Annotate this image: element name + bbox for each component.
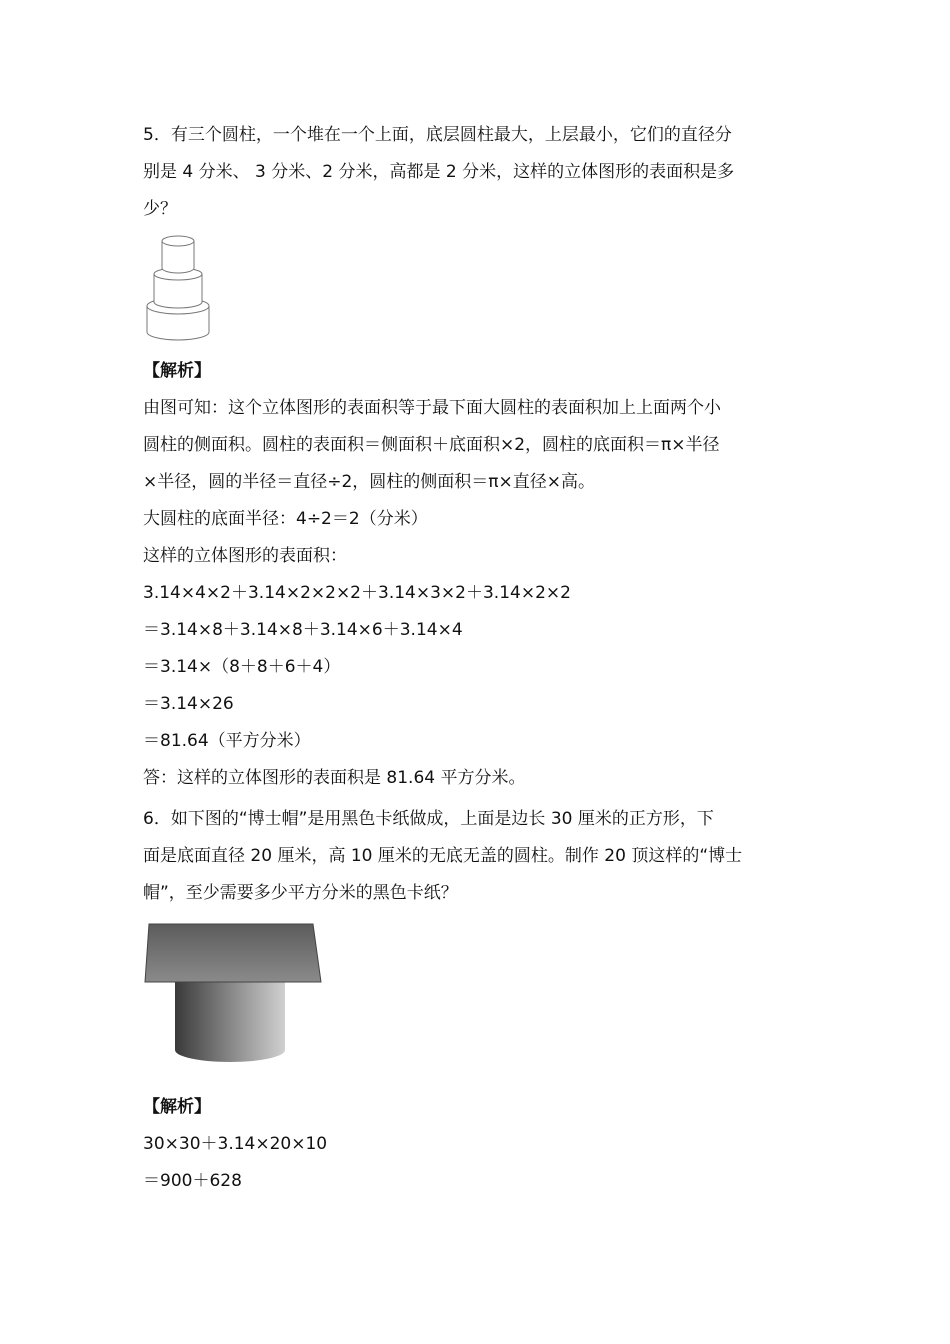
q5-analysis-line-3: ×半径，圆的半径＝直径÷2，圆柱的侧面积＝π×直径×高。 — [143, 472, 596, 492]
q5-analysis-line-7: ＝3.14×8＋3.14×8＋3.14×6＋3.14×4 — [143, 620, 463, 640]
q5-analysis-line-2: 圆柱的侧面积。圆柱的表面积＝侧面积＋底面积×2，圆柱的底面积＝π×半径 — [143, 435, 720, 455]
q6-question-line-1: 6．如下图的“博士帽”是用黑色卡纸做成，上面是边长 30 厘米的正方形，下 — [143, 809, 714, 829]
stacked-cylinders-figure — [143, 232, 213, 344]
q5-analysis-line-5: 这样的立体图形的表面积： — [143, 546, 347, 566]
q6-analysis-line-2: ＝900＋628 — [143, 1171, 242, 1191]
q5-question-line-2: 别是 4 分米、 3 分米、2 分米，高都是 2 分米，这样的立体图形的表面积是多 — [143, 162, 735, 182]
q5-analysis-line-6: 3.14×4×2＋3.14×2×2×2＋3.14×3×2＋3.14×2×2 — [143, 583, 571, 603]
q5-answer-line: 答：这样的立体图形的表面积是 81.64 平方分米。 — [143, 768, 526, 788]
q5-analysis-line-4: 大圆柱的底面半径：4÷2＝2（分米） — [143, 509, 428, 529]
q6-analysis-line-1: 30×30＋3.14×20×10 — [143, 1134, 328, 1154]
q5-analysis-line-8: ＝3.14×（8＋8＋6＋4） — [143, 657, 341, 677]
q5-question-line-3: 少？ — [143, 199, 177, 219]
q5-analysis-line-10: ＝81.64（平方分米） — [143, 731, 311, 751]
q5-question-line-1: 5．有三个圆柱，一个堆在一个上面，底层圆柱最大，上层最小，它们的直径分 — [143, 125, 732, 145]
doctoral-hat-figure — [143, 920, 323, 1072]
q6-analysis-heading: 【解析】 — [143, 1097, 211, 1117]
q6-question-line-3: 帽”，至少需要多少平方分米的黑色卡纸？ — [143, 883, 458, 903]
q5-analysis-heading: 【解析】 — [143, 361, 211, 381]
q5-analysis-line-1: 由图可知：这个立体图形的表面积等于最下面大圆柱的表面积加上上面两个小 — [143, 398, 721, 418]
q5-analysis-line-9: ＝3.14×26 — [143, 694, 234, 714]
q6-question-line-2: 面是底面直径 20 厘米，高 10 厘米的无底无盖的圆柱。制作 20 顶这样的“博士 — [143, 846, 743, 866]
